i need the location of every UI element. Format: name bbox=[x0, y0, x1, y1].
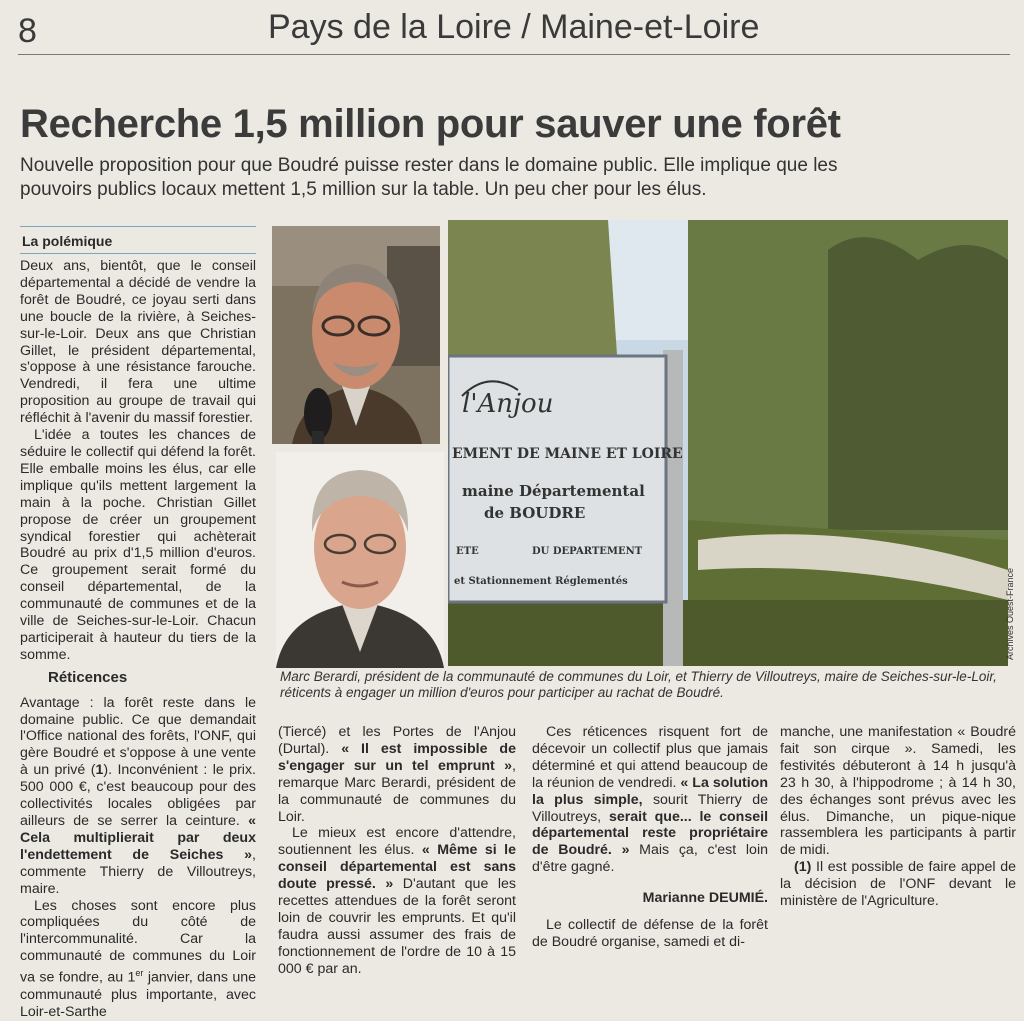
article-column-2 bbox=[278, 724, 516, 978]
paragraph: Le mieux est encore d'attendre, soutiennent les élus. « Même si le conseil départemental est sans doute pressé. » D'autant que les recettes attendues de la forêt seront loin de couvrir les emprunts. Et qu'il faudra aussi assumer des frais de fonctionnement de l'ordre de 10 à 15 000 € par an. bbox=[278, 825, 516, 977]
photo-credit: Archives Ouest-France bbox=[1005, 567, 1015, 660]
sign-line-1: EMENT DE MAINE ET LOIRE bbox=[452, 446, 683, 462]
article-column-4 bbox=[780, 724, 1016, 910]
paragraph: Deux ans, bientôt, que le conseil départemental a décidé de vendre la forêt de Boudré, ce joyau serti dans une boucle de la rivière, à Seiches-sur-le-Loir. Deux ans que Christian Gillet, le président départemental, s'oppose à une résistance farouche. Vendredi, il fera une ultime proposition au groupe de travail qui réfléchit à l'avenir du massif forestier. bbox=[20, 258, 256, 427]
photo-caption: Marc Berardi, président de la communauté de communes du Loir, et Thierry de Villoutreys, maire de Seiches-sur-le-Loir, réticents à engager un million d'euros pour participer au rachat de Boudré. bbox=[280, 669, 997, 700]
sign-logo: l'Anjou bbox=[462, 389, 554, 419]
paragraph: Avantage : la forêt reste dans le domaine public. Ce que demandait l'Office national des forêts, l'ONF, qui gère Boudré et s'oppose à une vente à un privé (1). Inconvénient : le prix. 500 000 €, c'est beaucoup pour des collectivités locales obligées par ailleurs de se serrer la ceinture. « Cela multiplierait par deux l'endettement de Seiches », commente Thierry de Villoutreys, maire. bbox=[20, 694, 256, 897]
paragraph: manche, une manifestation « Boudré fait son cirque ». Samedi, les festivités débuteront à 14 h jusqu'à 23 h 30, à l'hippodrome ; à 14 h 30, des échanges sont prévus avec les élus. Dimanche, un pique-nique rassemblera les participants à partir de midi. bbox=[780, 724, 1016, 859]
paragraph: Ces réticences risquent fort de décevoir un collectif plus que jamais déterminé et qui attend beaucoup de la réunion de vendredi. « La solution la plus simple, sourit Thierry de Villoutreys, serait que... le conseil départemental reste propriétaire de Boudré. » Mais ça, c'est loin d'être gagné. bbox=[532, 724, 769, 876]
paragraph: (Tiercé) et les Portes de l'Anjou (Durtal). « Il est impossible de s'engager sur un tel emprunt », remarque Marc Berardi, président de la communauté de communes du Loir. bbox=[278, 724, 516, 825]
paragraph: Les choses sont encore plus compliquées du côté de l'intercommunalité. Car la communauté de communes du Loir va se fondre, au 1er janvier, dans une communauté plus importante, avec Loir-et-Sarthe bbox=[20, 897, 257, 1020]
paragraph: Le collectif de défense de la forêt de Boudré organise, samedi et di- bbox=[532, 917, 768, 950]
headline: Recherche 1,5 million pour sauver une forêt bbox=[20, 102, 841, 146]
forest-sign-photo bbox=[448, 220, 1008, 666]
subhead-reticences: Réticences bbox=[48, 668, 128, 686]
footnote: (1) Il est possible de faire appel de la décision de l'ONF devant le ministère de l'Agriculture. bbox=[780, 859, 1016, 910]
article-column-3 bbox=[532, 724, 768, 951]
standfirst: Nouvelle proposition pour que Boudré puisse rester dans le domaine public. Elle implique que les pouvoirs publics locaux mettent 1,5 million sur la table. Un peu cher pour les élus. bbox=[20, 155, 838, 200]
portrait-marc-berardi bbox=[272, 226, 440, 444]
page-number: 8 bbox=[18, 12, 37, 50]
article-column-1 bbox=[20, 258, 256, 1021]
sign-line-2: maine Départemental bbox=[462, 482, 645, 500]
portrait-thierry-de-villoutreys bbox=[276, 452, 444, 668]
paragraph: L'idée a toutes les chances de séduire le collectif qui défend la forêt. Elle emballe moins les élus, car elle implique qu'ils mettent largement la main à la poche. Christian Gillet propose de créer un groupement syndical forestier qui achèterait Boudré au prix d'1,5 million d'euros. Ce groupement serait formé du conseil départemental, de la communauté de communes et de la ville de Seiches-sur-le-Loir. Chacun participerait à hauteur du tiers de la somme. bbox=[20, 427, 256, 663]
sign-line-4b: DU DEPARTEMENT bbox=[532, 546, 643, 557]
kicker: La polémique bbox=[20, 226, 256, 254]
section-title: Pays de la Loire / Maine-et-Loire bbox=[268, 8, 760, 46]
sign-line-5: et Stationnement Réglementés bbox=[454, 576, 628, 587]
header-rule bbox=[18, 54, 1010, 55]
sign-line-4a: ETE bbox=[456, 546, 479, 557]
sign-line-3: de BOUDRE bbox=[484, 504, 586, 522]
author-signature: Marianne DEUMIÉ. bbox=[642, 890, 768, 907]
